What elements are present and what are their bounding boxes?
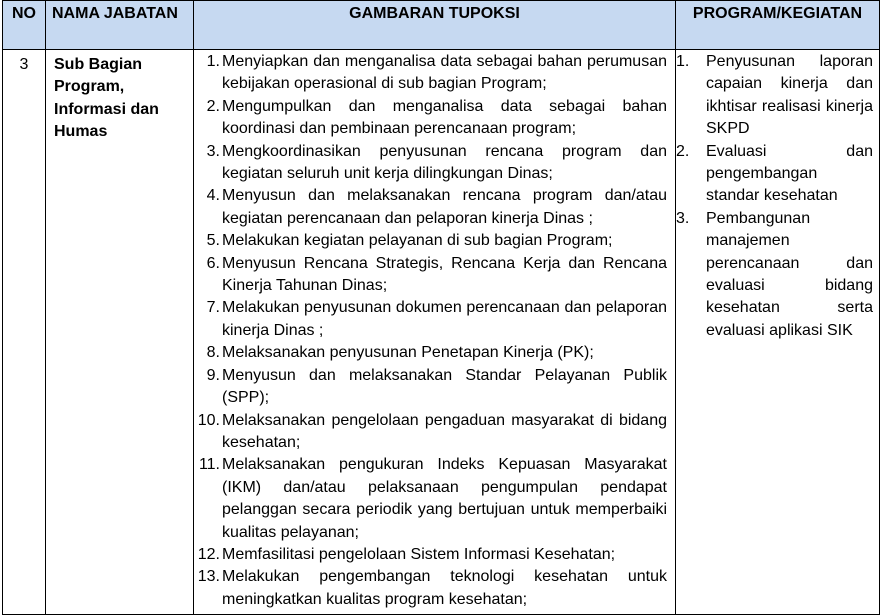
table-row [3,50,880,615]
tupoksi-item-number: 9. [206,366,220,384]
tupoksi-item-number: 1. [206,53,220,70]
program-list [676,51,873,342]
program-item-number: 2. [676,142,690,160]
cell-no: 3 [3,50,46,615]
tupoksi-item [196,544,667,566]
tupoksi-table [2,0,880,615]
tupoksi-item-text: Melakukan kegiatan pelayanan di sub bagian Program; [222,232,613,250]
header-nama-jabatan: NAMA JABATAN [46,1,194,50]
program-item-text: Pembangunan manajemen perencanaan dan evaluasi bidang kesehatan serta evaluasi aplikasi SIK [706,209,873,339]
tupoksi-item-number: 3. [206,142,220,160]
tupoksi-item [196,566,667,611]
tupoksi-item [196,96,667,141]
cell-tupoksi [194,50,676,615]
tupoksi-item-number: 13. [197,568,220,586]
tupoksi-item-text: Memfasilitasi pengelolaan Sistem Informasi Kesehatan; [222,545,616,563]
tupoksi-item-text: Melaksanakan pengelolaan pengaduan masyarakat di bidang kesehatan; [222,411,667,451]
program-item-text: Penyusunan laporan capaian kinerja dan ikhtisar realisasi kinerja SKPD [706,53,873,138]
tupoksi-item-text: Menyusun Rencana Strategis, Rencana Kerja dan Rencana Kinerja Tahunan Dinas; [222,254,667,295]
tupoksi-item [196,365,667,410]
cell-nama-jabatan: Sub Bagian Program, Informasi dan Humas [46,50,194,615]
program-item [676,208,873,342]
tupoksi-item [196,342,667,364]
tupoksi-item-number: 11. [198,456,220,474]
program-item-number: 1. [676,53,690,70]
header-row [3,1,880,50]
header-no: NO [3,1,46,50]
tupoksi-item-text: Melakukan penyusunan dokumen perencanaan dan pelaporan kinerja Dinas ; [222,299,667,339]
tupoksi-item-text: Menyiapkan dan menganalisa data sebagai bahan perumusan kebijakan operasional di sub bagian Program; [222,53,667,93]
tupoksi-item [196,141,667,186]
tupoksi-list [196,51,667,611]
tupoksi-item [196,253,667,298]
tupoksi-item-number: 4. [206,187,220,205]
tupoksi-item-text: Melaksanakan penyusunan Penetapan Kinerja (PK); [222,344,594,362]
tupoksi-item [196,410,667,455]
header-gambaran-tupoksi: GAMBARAN TUPOKSI [194,1,676,50]
tupoksi-item [196,185,667,230]
tupoksi-item [196,454,667,544]
program-item [676,51,873,141]
tupoksi-item-number: 12. [197,545,220,563]
tupoksi-item [196,230,667,252]
cell-program [676,50,880,615]
tupoksi-item-text: Melaksanakan pengukuran Indeks Kepuasan Masyarakat (IKM) dan/atau pelaksanaan pengumpulan pendapat pelanggan secara periodik yang bertujuan untuk memperbaiki kualitas pelayanan; [222,456,667,541]
tupoksi-item [196,297,667,342]
tupoksi-item-number: 8. [206,344,220,362]
tupoksi-item-number: 7. [206,299,220,317]
tupoksi-item-text: Melakukan pengembangan teknologi kesehatan untuk meningkatkan kualitas program kesehatan; [222,568,667,608]
tupoksi-item-text: Menyusun dan melaksanakan Standar Pelayanan Publik (SPP); [222,366,667,407]
tupoksi-item-number: 5. [206,232,220,250]
program-item [676,141,873,208]
tupoksi-item-text: Mengkoordinasikan penyusunan rencana program dan kegiatan seluruh unit kerja dilingkungan Dinas; [222,142,667,183]
program-item-text: Evaluasi dan pengembangan standar kesehatan [706,142,873,205]
tupoksi-item [196,51,667,96]
tupoksi-item-number: 10. [197,411,220,429]
tupoksi-item-number: 6. [206,254,220,272]
tupoksi-item-number: 2. [206,97,220,115]
tupoksi-item-text: Menyusun dan melaksanakan rencana program dan/atau kegiatan perencanaan dan pelaporan kinerja Dinas ; [222,187,667,227]
program-item-number: 3. [676,209,690,227]
header-program-kegiatan: PROGRAM/KEGIATAN [676,1,880,50]
tupoksi-item-text: Mengumpulkan dan menganalisa data sebagai bahan koordinasi dan pembinaan perencanaan program; [222,97,667,138]
